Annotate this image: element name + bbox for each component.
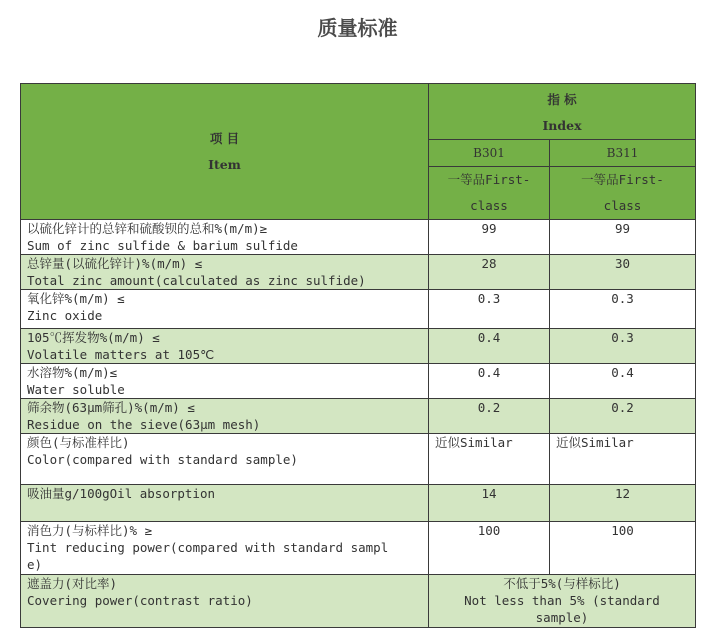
- table-row: [21, 434, 696, 485]
- value-b301: 0.4: [429, 329, 550, 364]
- merged-line1: 不低于5%(与样标比): [503, 576, 621, 591]
- class-b311: [550, 167, 696, 220]
- item-cell: [21, 290, 429, 329]
- header-item-cn: 项 目: [209, 130, 240, 146]
- item-cn: 总锌量(以硫化锌计)%(m/m) ≤: [27, 256, 203, 271]
- item-cn: 吸油量g/100gOil absorption: [27, 486, 216, 501]
- item-cn: 筛余物(63μm筛孔)%(m/m) ≤: [27, 400, 195, 415]
- table-row: [21, 255, 696, 290]
- item-en: Sum of zinc sulfide & barium sulfide: [27, 238, 298, 253]
- item-en: Residue on the sieve(63μm mesh): [27, 417, 261, 432]
- table-row: [21, 329, 696, 364]
- item-cn: 遮盖力(对比率): [27, 576, 118, 591]
- grade-b311: B311: [550, 140, 696, 167]
- value-b311: 近似Similar: [550, 434, 696, 485]
- item-en: Covering power(contrast ratio): [27, 593, 253, 608]
- table-row: [21, 364, 696, 399]
- header-index-en: Index: [542, 118, 582, 133]
- value-b311: 99: [550, 220, 696, 255]
- item-cell: [21, 434, 429, 485]
- value-merged: [429, 575, 696, 628]
- header-index-cell: [429, 84, 696, 140]
- item-cell: [21, 485, 429, 522]
- quality-standard-table: [20, 83, 696, 628]
- page-title: 质量标准: [317, 16, 398, 40]
- value-b301: 0.3: [429, 290, 550, 329]
- item-cell: [21, 220, 429, 255]
- item-cell: [21, 364, 429, 399]
- class-label-line2: class: [470, 198, 508, 213]
- item-cn: 105℃挥发物%(m/m) ≤: [27, 330, 160, 345]
- item-cn: 氧化锌%(m/m) ≤: [27, 291, 125, 306]
- item-cn: 水溶物%(m/m)≤: [27, 365, 118, 380]
- item-cell: [21, 522, 429, 575]
- header-item-cell: [21, 84, 429, 220]
- table-row: [21, 399, 696, 434]
- class-b301: [429, 167, 550, 220]
- table-row: [21, 485, 696, 522]
- table-row: [21, 220, 696, 255]
- value-b301: 99: [429, 220, 550, 255]
- item-en: Color(compared with standard sample): [27, 452, 298, 467]
- grade-b301: B301: [429, 140, 550, 167]
- header-index-cn: 指 标: [547, 92, 577, 107]
- table-row: [21, 290, 696, 329]
- item-en: Tint reducing power(compared with standard sampl: [27, 540, 389, 555]
- value-b311: 100: [550, 522, 696, 575]
- class-label-line1: 一等品First-: [581, 172, 664, 187]
- merged-line2: Not less than 5% (standard: [464, 593, 660, 608]
- value-b301: 0.2: [429, 399, 550, 434]
- item-en: Zinc oxide: [27, 308, 103, 323]
- item-cell: [21, 575, 429, 628]
- item-en-cont: e): [27, 557, 43, 572]
- value-b301: 14: [429, 485, 550, 522]
- header-item-en: Item: [208, 156, 241, 172]
- item-cn: 消色力(与标样比)% ≥: [27, 523, 153, 538]
- value-b311: 0.4: [550, 364, 696, 399]
- item-en: Total zinc amount(calculated as zinc sulfide): [27, 273, 366, 288]
- item-cn: 以硫化锌计的总锌和硫酸钡的总和%(m/m)≥: [27, 221, 268, 236]
- value-b311: 0.3: [550, 329, 696, 364]
- item-en: Volatile matters at 105℃: [27, 347, 215, 362]
- merged-line3: sample): [535, 610, 589, 625]
- item-en: Water soluble: [27, 382, 125, 397]
- value-b311: 0.3: [550, 290, 696, 329]
- value-b301: 0.4: [429, 364, 550, 399]
- item-cell: [21, 329, 429, 364]
- item-cn: 颜色(与标准样比): [27, 435, 130, 450]
- value-b311: 12: [550, 485, 696, 522]
- table-row: [21, 522, 696, 575]
- header-row-1: [21, 84, 696, 140]
- item-cell: [21, 255, 429, 290]
- class-label-line1: 一等品First-: [447, 172, 531, 187]
- value-b301: 100: [429, 522, 550, 575]
- value-b301: 近似Similar: [429, 434, 550, 485]
- class-label-line2: class: [603, 198, 642, 213]
- value-b311: 0.2: [550, 399, 696, 434]
- value-b311: 30: [550, 255, 696, 290]
- value-b301: 28: [429, 255, 550, 290]
- item-cell: [21, 399, 429, 434]
- table-row: [21, 575, 696, 628]
